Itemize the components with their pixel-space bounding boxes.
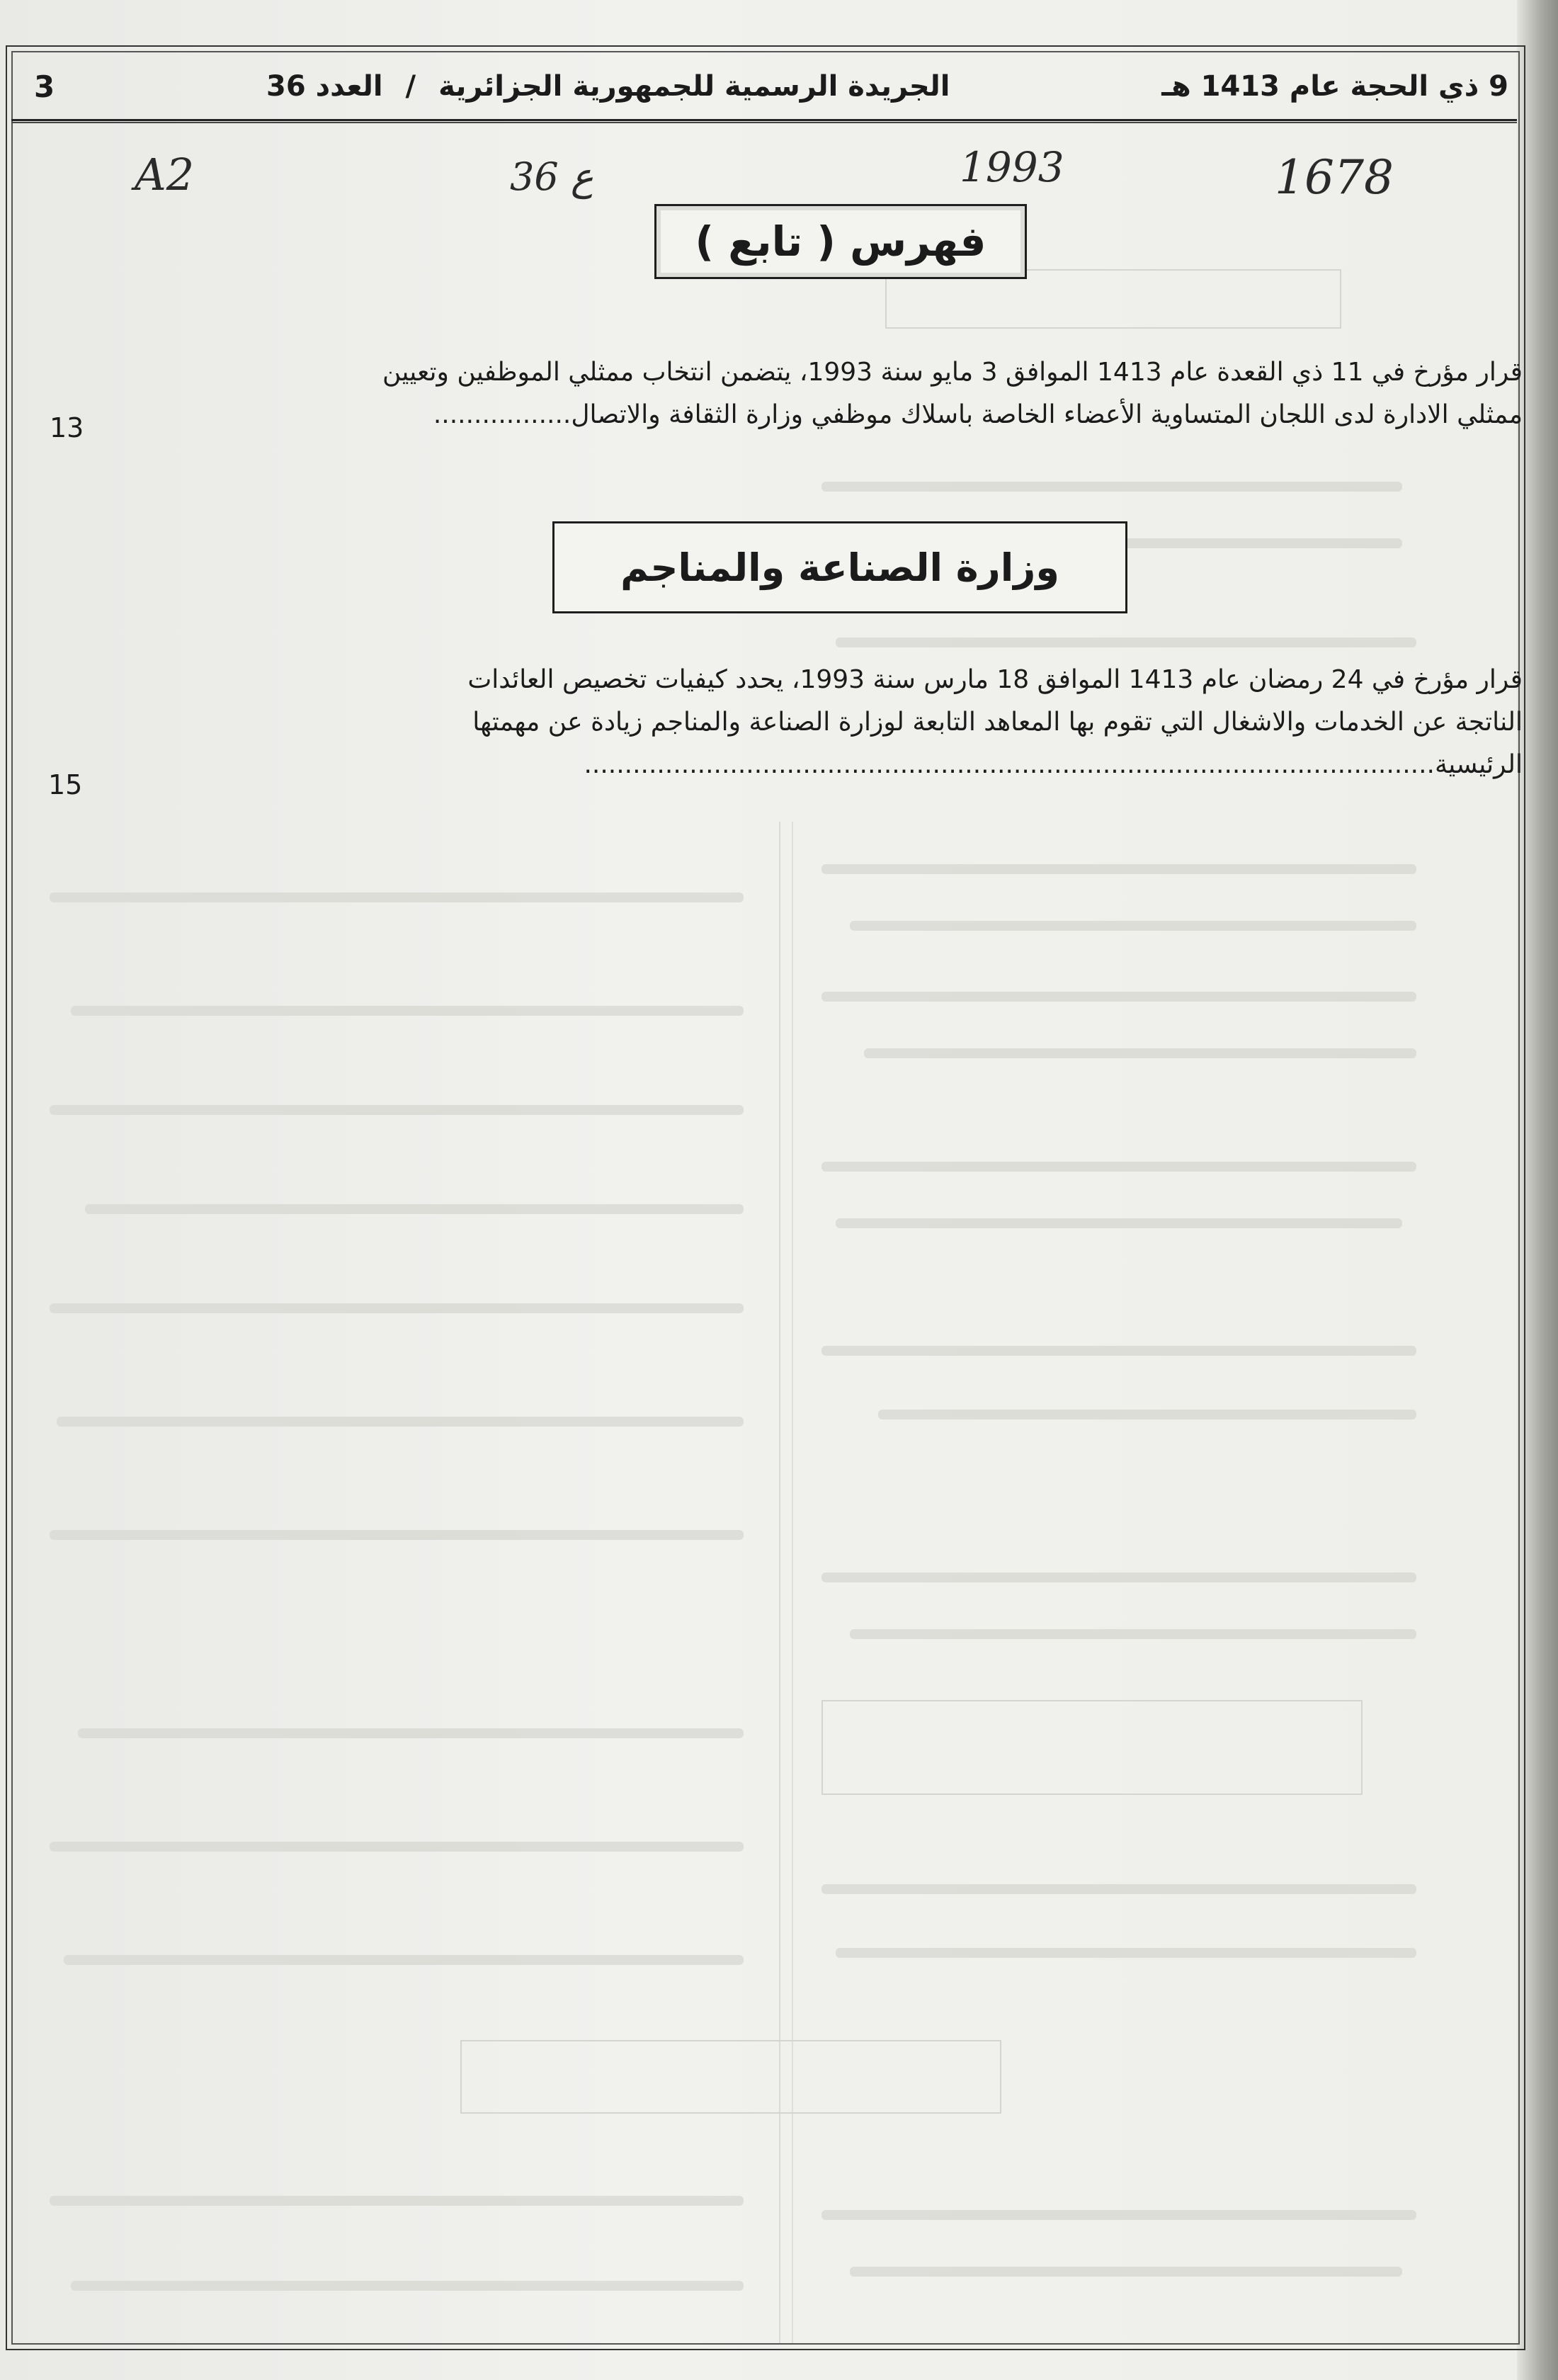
index-title: فهرس ( تابع ) — [695, 217, 986, 266]
index-entry — [144, 351, 1523, 436]
entry-text: ممثلي الادارة لدى اللجان المتساوية الأعضاء الخاصة باسلاك موظفي وزارة الثقافة والاتصال — [571, 400, 1523, 429]
entry-page-number: 13 — [50, 412, 84, 443]
header-rule — [11, 122, 1517, 123]
entry-line: قرار مؤرخ في 11 ذي القعدة عام 1413 الموافق 3 مايو سنة 1993، يتضمن انتخاب ممثلي الموظفين وتعيين — [382, 358, 1523, 387]
gazette-header — [11, 54, 1517, 121]
ministry-title-box — [552, 521, 1127, 613]
header-date: 9 ذي الحجة عام 1413 هـ — [1161, 70, 1508, 103]
index-entry — [144, 659, 1523, 786]
handwritten-annotation: 36 ع — [510, 154, 594, 199]
handwritten-annotation: 1678 — [1275, 150, 1394, 205]
entry-text: الرئيسية — [1435, 750, 1523, 779]
publication-name: الجريدة الرسمية للجمهورية الجزائرية — [438, 70, 950, 103]
issue-number: العدد 36 — [266, 70, 383, 103]
handwritten-annotation: A2 — [135, 149, 195, 200]
index-title-box — [654, 204, 1027, 279]
dot-leader: ......................................................................................................... — [584, 750, 1435, 779]
entry-line — [144, 394, 1523, 436]
ministry-title: وزارة الصناعة والمناجم — [620, 545, 1059, 590]
entry-line: قرار مؤرخ في 24 رمضان عام 1413 الموافق 18 مارس سنة 1993، يحدد كيفيات تخصيص العائدات — [467, 665, 1523, 694]
entry-line — [144, 744, 1523, 786]
publication-info — [266, 70, 950, 103]
entry-line: الناتجة عن الخدمات والاشغال التي تقوم بها المعاهد التابعة لوزارة الصناعة والمناجم زيادة عن مهمتها — [472, 708, 1523, 737]
page-number: 3 — [34, 69, 55, 104]
header-separator: / — [405, 70, 416, 103]
entry-page-number: 15 — [48, 769, 83, 800]
dot-leader: ................. — [433, 400, 572, 429]
handwritten-annotation: 1993 — [960, 143, 1064, 191]
